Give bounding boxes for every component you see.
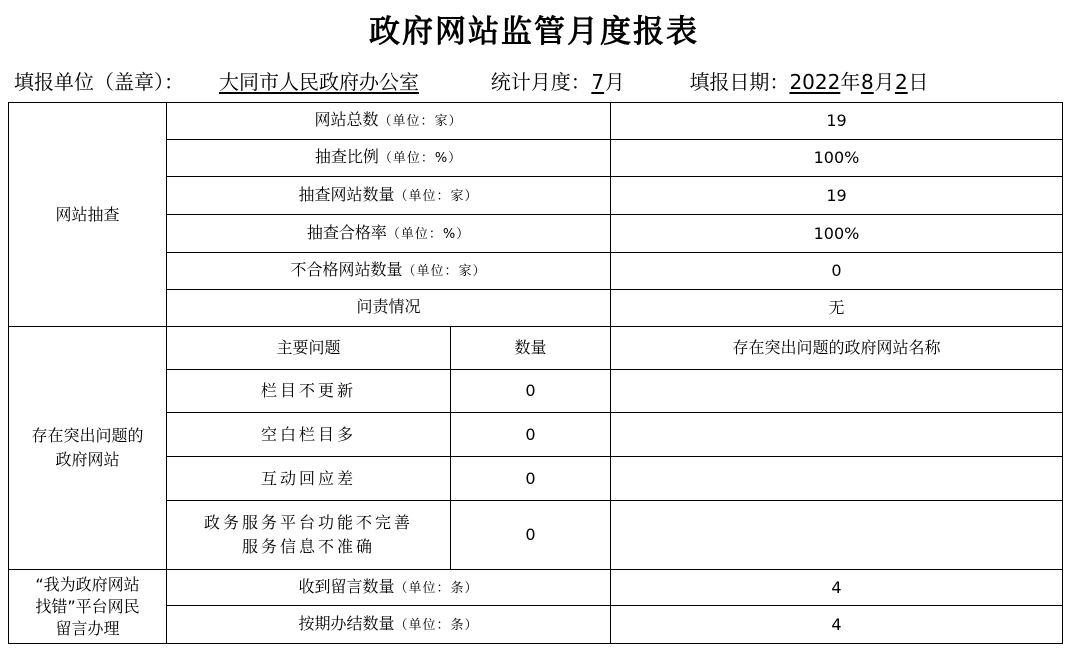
- row-label: 问责情况: [167, 290, 611, 327]
- col-header-site-names: 存在突出问题的政府网站名称: [611, 327, 1063, 370]
- section-problem-sites-label: 存在突出问题的 政府网站: [9, 327, 167, 570]
- table-row: [9, 215, 1063, 253]
- unit-label: 填报单位（盖章）：: [14, 70, 184, 94]
- row-label: 不合格网站数量（单位：家）: [167, 253, 611, 290]
- section-feedback-label: “我为政府网站 找错”平台网民 留言办理: [9, 570, 167, 644]
- table-row: [9, 290, 1063, 327]
- section-spot-check-label: 网站抽查: [9, 103, 167, 327]
- month-suffix: 月: [604, 70, 625, 94]
- month-label: 统计月度：: [490, 70, 591, 94]
- row-label: 抽查网站数量（单位：家）: [167, 177, 611, 215]
- problem-label: 政务服务平台功能不完善 服务信息不准确: [167, 501, 451, 570]
- col-header-problem: 主要问题: [167, 327, 451, 370]
- table-row: [9, 253, 1063, 290]
- row-value: 19: [611, 103, 1063, 140]
- problem-count: 0: [451, 501, 611, 570]
- row-value: 100%: [611, 215, 1063, 253]
- row-value: 无: [611, 290, 1063, 327]
- problem-site-names: [611, 501, 1063, 570]
- table-row: [9, 140, 1063, 177]
- row-label: 抽查比例（单位：%）: [167, 140, 611, 177]
- report-table: [8, 102, 1063, 644]
- date-year: 2022: [789, 70, 841, 94]
- row-label: 抽查合格率（单位：%）: [167, 215, 611, 253]
- row-value: 4: [611, 570, 1063, 606]
- row-label: 按期办结数量（单位：条）: [167, 606, 611, 644]
- problem-site-names: [611, 370, 1063, 413]
- row-value: 0: [611, 253, 1063, 290]
- row-value: 19: [611, 177, 1063, 215]
- table-row: [9, 177, 1063, 215]
- table-row: [9, 606, 1063, 644]
- col-header-count: 数量: [451, 327, 611, 370]
- table-header-row: [9, 327, 1063, 370]
- unit-value: 大同市人民政府办公室: [219, 70, 419, 94]
- table-row: [9, 501, 1063, 570]
- problem-label: 栏目不更新: [167, 370, 451, 413]
- report-meta: [14, 66, 1054, 98]
- row-label: 网站总数（单位：家）: [167, 103, 611, 140]
- problem-label: 互动回应差: [167, 457, 451, 501]
- row-value: 100%: [611, 140, 1063, 177]
- table-row: [9, 413, 1063, 457]
- problem-label: 空白栏目多: [167, 413, 451, 457]
- row-value: 4: [611, 606, 1063, 644]
- date-month-suffix: 月: [874, 70, 895, 94]
- table-row: [9, 570, 1063, 606]
- problem-count: 0: [451, 457, 611, 501]
- date-month: 8: [860, 70, 874, 94]
- row-label: 收到留言数量（单位：条）: [167, 570, 611, 606]
- table-row: [9, 103, 1063, 140]
- problem-site-names: [611, 413, 1063, 457]
- month-value: 7: [591, 70, 605, 94]
- problem-count: 0: [451, 413, 611, 457]
- problem-count: 0: [451, 370, 611, 413]
- table-row: [9, 457, 1063, 501]
- date-day-suffix: 日: [908, 70, 929, 94]
- table-row: [9, 370, 1063, 413]
- report-title: 政府网站监管月度报表: [369, 14, 699, 50]
- date-day: 2: [894, 70, 908, 94]
- problem-site-names: [611, 457, 1063, 501]
- date-label: 填报日期：: [689, 70, 790, 94]
- date-year-suffix: 年: [840, 70, 861, 94]
